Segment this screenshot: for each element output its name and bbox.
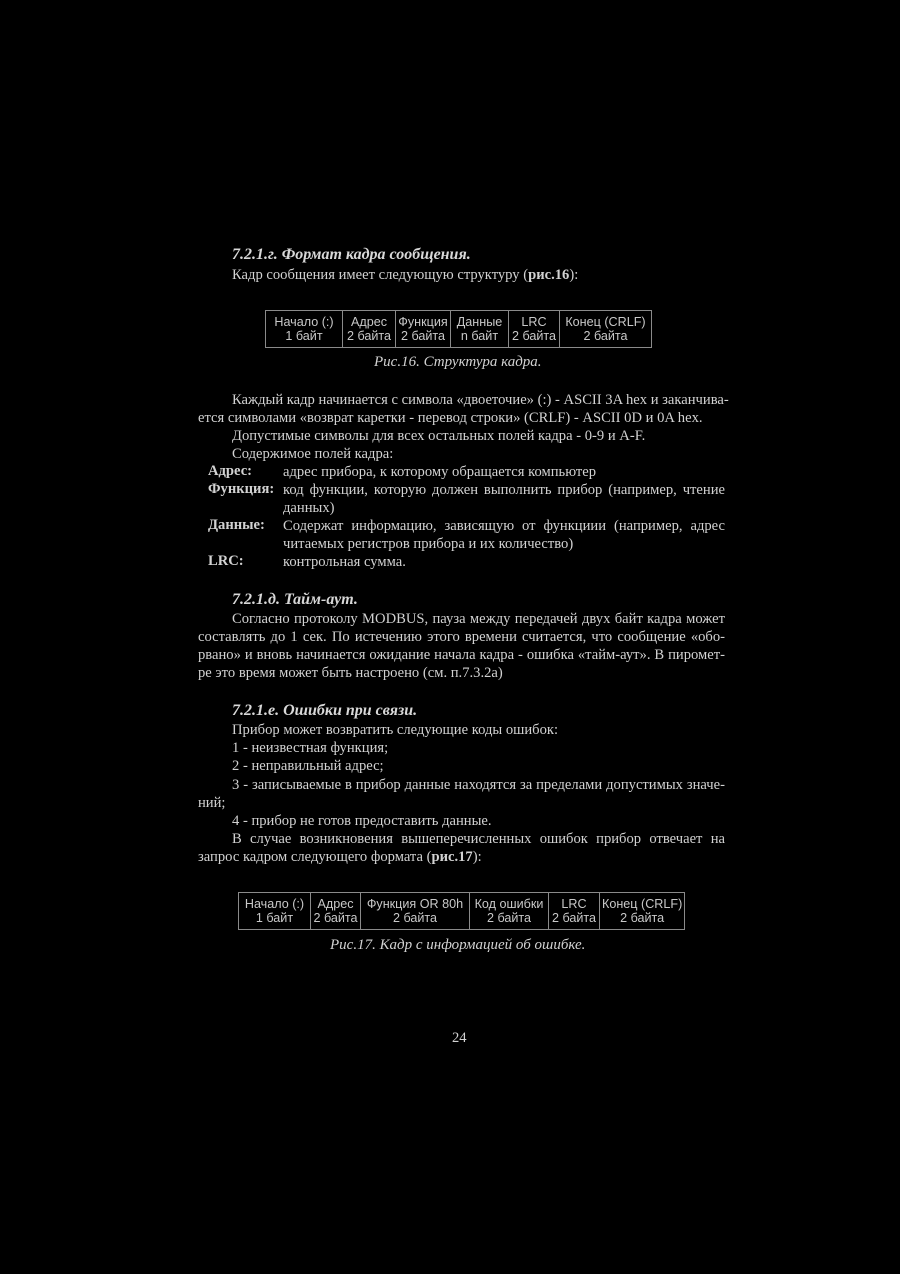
table-header-cell: LRC	[549, 893, 600, 912]
table-header-cell: LRC	[509, 311, 560, 330]
field-description: Содержат информацию, зависящую от функциии (например, адрес читаемых регистров прибора и их количество)	[283, 518, 725, 552]
section-heading-timeout: 7.2.1.д. Тайм-аут.	[232, 591, 358, 608]
page-number: 24	[452, 1030, 467, 1046]
table-header-cell: Код ошибки	[470, 893, 549, 912]
error-code-item: 1 - неизвестная функция;	[232, 740, 389, 756]
table-cell: 2 байта	[361, 911, 470, 930]
section-heading-errors: 7.2.1.е. Ошибки при связи.	[232, 702, 418, 719]
paragraph-line: В случае возникновения вышеперечисленных ошибок прибор отвечает на	[232, 831, 725, 847]
table-cell: 2 байта	[311, 911, 361, 930]
field-description: адрес прибора, к которому обращается компьютер	[283, 464, 597, 480]
section-heading-format: 7.2.1.г. Формат кадра сообщения.	[232, 246, 471, 263]
figure-ref-16: рис.16	[528, 267, 570, 283]
paragraph-line: ре это время может быть настроено (см. п.7.3.2а)	[198, 665, 503, 681]
error-frame-table	[238, 892, 685, 930]
table-cell: 2 байта	[509, 329, 560, 348]
paragraph-line: ется символами «возврат каретки - перевод строки» (CRLF) - ASCII 0D и 0A hex.	[198, 410, 703, 426]
paragraph-line: составлять до 1 сек. По истечению этого времени считается, что сообщение «обо-	[198, 629, 725, 645]
paragraph-line: Согласно протоколу MODBUS, пауза между передачей двух байт кадра может	[232, 611, 725, 627]
figure-caption-17: Рис.17. Кадр с информацией об ошибке.	[330, 937, 586, 953]
table-cell: 2 байта	[343, 329, 396, 348]
field-term: Данные:	[208, 517, 265, 533]
table-cell: 1 байт	[266, 329, 343, 348]
field-definition	[0, 553, 900, 571]
figure-caption-16: Рис.16. Структура кадра.	[374, 354, 542, 370]
table-cell: 2 байта	[549, 911, 600, 930]
paragraph-line: Прибор может возвратить следующие коды ошибок:	[232, 722, 559, 738]
table-cell: n байт	[451, 329, 509, 348]
field-description: контрольная сумма.	[283, 554, 406, 570]
paragraph-line: Содержимое полей кадра:	[232, 446, 394, 462]
table-cell: 2 байта	[470, 911, 549, 930]
table-header-cell: Начало (:)	[266, 311, 343, 330]
field-definition	[0, 517, 900, 553]
table-cell: 2 байта	[600, 911, 685, 930]
table-header-cell: Начало (:)	[239, 893, 311, 912]
table-cell: 2 байта	[560, 329, 652, 348]
error-code-item: ний;	[198, 795, 226, 811]
field-description: код функции, которую должен выполнить прибор (например, чтение данных)	[283, 482, 725, 516]
paragraph-line: Допустимые символы для всех остальных полей кадра - 0-9 и A-F.	[232, 428, 646, 444]
table-header-cell: Адрес	[343, 311, 396, 330]
section-intro: Кадр сообщения имеет следующую структуру (рис.16):	[232, 267, 579, 283]
table-header-cell: Функция OR 80h	[361, 893, 470, 912]
field-definition	[0, 463, 900, 481]
field-definition	[0, 481, 900, 517]
error-code-item: 3 - записываемые в прибор данные находятся за пределами допустимых значе-	[232, 777, 725, 793]
table-cell: 1 байт	[239, 911, 311, 930]
error-code-item: 2 - неправильный адрес;	[232, 758, 384, 774]
field-term: Адрес:	[208, 463, 253, 479]
figure-ref-17: рис.17	[431, 849, 473, 865]
error-code-item: 4 - прибор не готов предоставить данные.	[232, 813, 492, 829]
table-header-cell: Конец (CRLF)	[600, 893, 685, 912]
paragraph-line: запрос кадром следующего формата (рис.17):	[198, 849, 482, 865]
field-term: Функция:	[208, 481, 275, 497]
table-header-cell: Адрес	[311, 893, 361, 912]
field-term: LRC:	[208, 553, 244, 569]
table-cell: 2 байта	[396, 329, 451, 348]
frame-structure-table	[265, 310, 652, 348]
paragraph-line: рвано» и вновь начинается ожидание начала кадра - ошибка «тайм-аут». В пиромет-	[198, 647, 725, 663]
paragraph-line: Каждый кадр начинается с символа «двоеточие» (:) - ASCII 3A hex и заканчива-	[232, 392, 729, 408]
table-header-cell: Конец (CRLF)	[560, 311, 652, 330]
table-header-cell: Функция	[396, 311, 451, 330]
table-header-cell: Данные	[451, 311, 509, 330]
